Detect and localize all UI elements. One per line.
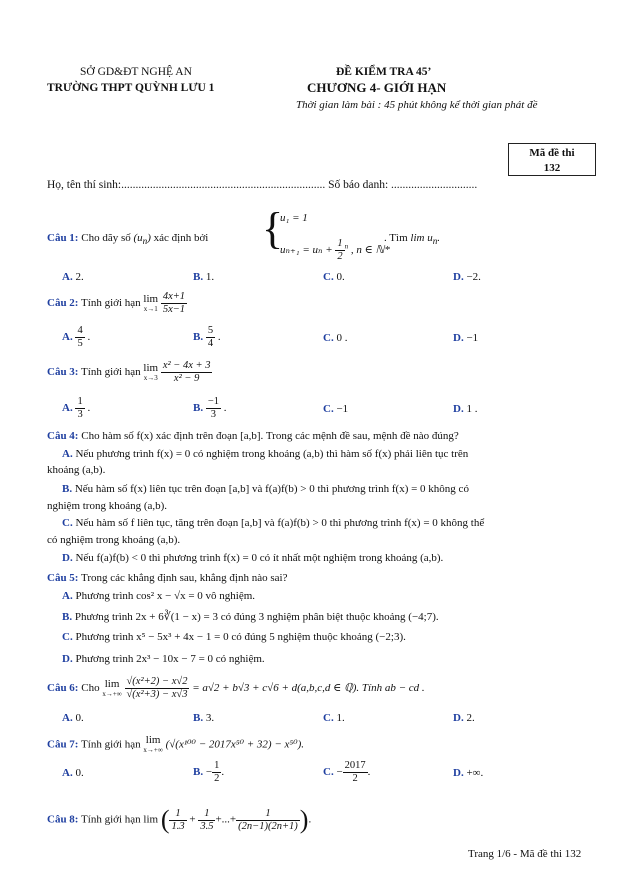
option-letter: B. [62, 483, 73, 495]
question-1-label: Câu 1: [47, 232, 79, 244]
option-letter: D. [453, 271, 464, 283]
q4-option-b-cont: nghiệm trong khoảng (a,b). [47, 500, 168, 512]
question-6-lim [102, 679, 121, 699]
option-text: −2. [466, 271, 481, 283]
page-footer: Trang 1/6 - Mã đề thi 132 [468, 848, 582, 860]
question-1-seq-line-2-tail: , n ∈ ℕ* [350, 244, 390, 257]
lim-sub: x→+∞ [102, 689, 122, 698]
option-letter: C. [323, 403, 334, 415]
question-2-lim [143, 294, 158, 314]
option-text: 0. [75, 712, 84, 724]
option-text: −1 [466, 332, 479, 344]
frac-den: 3 [210, 409, 217, 420]
question-1 [47, 232, 208, 246]
exam-code-label: Mã đề thi [529, 147, 575, 159]
question-7-expression: (√(x¹⁰⁰ − 2017x⁵⁰ + 32) − x⁵⁰). [165, 738, 305, 751]
lim-word: lim [104, 677, 120, 690]
question-6-label: Câu 6: [47, 682, 79, 695]
option-line-1: Nếu phương trình f(x) = 0 có nghiệm trong khoảng (a,b) thì hàm số f(x) phải liên tục trên [75, 448, 469, 460]
q1-option-c[interactable] [323, 271, 345, 283]
question-1-text-before: Cho dãy số [81, 232, 131, 244]
frac-den: 3 [77, 409, 83, 420]
question-1-seq-line-2-head: uₙ₊₁ = uₙ + [280, 244, 333, 257]
lim-word: lim [145, 734, 161, 746]
option-letter: D. [453, 767, 464, 779]
q3-option-b[interactable]: B. $\frac{-1}{3}$ . [193, 396, 227, 420]
question-1-seq-line-2: uₙ₊₁ = uₙ + $\frac{1}{2}$ $^n$ , n ∈ ℕ* [280, 238, 390, 262]
option-text: 3. [205, 712, 215, 724]
question-4-text: Cho hàm số f(x) xác định trên đoạn [a,b]. Trong các mệnh đề sau, mệnh đề nào đúng? [81, 430, 459, 442]
frac-num: 1 [214, 760, 220, 771]
option-text: 0 . [336, 332, 348, 344]
half-den: 2 [337, 251, 343, 262]
exam-code-value: 132 [543, 162, 561, 174]
option-letter: B. [193, 712, 204, 724]
frac-num: 1 [169, 808, 186, 821]
q5-option-a[interactable] [62, 590, 255, 602]
exam-title: ĐỀ KIỂM TRA 45’ [336, 66, 432, 78]
frac-den: 4 [207, 338, 214, 349]
frac-num: x² − 4x + 3 [162, 360, 211, 371]
q1-option-d[interactable] [453, 271, 481, 283]
frac-num: 5 [207, 325, 214, 336]
option-letter: D. [453, 332, 464, 344]
option-letter: D. [453, 403, 464, 415]
frac-den: 2 [352, 773, 358, 784]
question-8: Câu 8: Tính giới hạn lim ( $\frac{1}{1.3}$ + $\frac{1}{3.5}$ +...+ $\frac{1}{(2n-1)(2n+1)}$ ). [47, 805, 312, 834]
student-info-line: Họ, tên thí sinh:....................................................................... Số báo danh: .............................. [47, 179, 478, 191]
option-letter: C. [323, 271, 334, 283]
q8-term-2 [198, 808, 215, 833]
option-letter: D. [62, 552, 73, 564]
option-letter: A. [62, 271, 73, 283]
q4-option-b[interactable] [62, 483, 469, 495]
question-1-text-after: . Tìm [384, 232, 408, 244]
q6-option-c[interactable] [323, 712, 345, 724]
option-letter: A. [62, 331, 73, 344]
question-7-text: Tính giới hạn [81, 738, 141, 751]
q2-option-b[interactable]: B. $\frac{5}{4}$ . [193, 325, 221, 349]
lim-sub: x→3 [143, 373, 158, 382]
q1-option-a[interactable] [62, 271, 84, 283]
option-sign: − [205, 766, 213, 779]
lim-sub: x→+∞ [143, 746, 163, 754]
question-2-text: Tính giới hạn [81, 297, 141, 310]
option-letter: D. [62, 653, 73, 665]
option-text: Phương trình cos² x − √x = 0 vô nghiệm. [75, 590, 256, 602]
q3-option-a[interactable]: A. $\frac{1}{3}$ . [62, 396, 91, 420]
chapter-title: CHƯƠNG 4- GIỚI HẠN [307, 80, 447, 95]
q6-option-b[interactable] [193, 712, 214, 724]
option-letter: B. [193, 271, 204, 283]
school-name: TRƯỜNG THPT QUỲNH LƯU 1 [47, 82, 215, 94]
question-1-text-mid: xác định bởi [153, 232, 209, 244]
question-1-seq-symbol: $(u_n)$ [133, 232, 151, 247]
question-2-fraction [161, 291, 187, 316]
option-text: 0. [336, 271, 345, 283]
option-letter: C. [62, 517, 73, 529]
option-fraction [206, 396, 221, 421]
frac-num: 2017 [344, 760, 366, 771]
option-text: 1. [336, 712, 345, 724]
option-text: Phương trình 2x + 6∛(1 − x) = 3 có đúng 3 nghiệm phân biệt thuộc khoảng (−4;7). [74, 611, 439, 623]
frac-den: 3.5 [200, 820, 214, 832]
option-text: Phương trình 2x³ − 10x − 7 = 0 có nghiệm. [75, 653, 265, 665]
exam-code-box [508, 143, 596, 176]
q4-option-c-cont: có nghiệm trong khoảng (a,b). [47, 534, 181, 546]
option-letter: A. [62, 402, 73, 415]
option-letter: D. [453, 712, 464, 724]
option-letter: B. [193, 766, 204, 779]
frac-num: √(x²+2) − x√2 [126, 676, 188, 687]
option-letter: C. [323, 712, 334, 724]
q8-term-3 [236, 808, 300, 833]
option-post: . [221, 766, 225, 779]
frac-den: 2 [214, 773, 220, 784]
q5-option-b[interactable] [62, 610, 439, 623]
option-line-1: Nếu f(a)f(b) < 0 thì phương trình f(x) = 0 có ít nhất một nghiệm trong khoảng (a,b). [75, 552, 444, 564]
q4-option-d[interactable] [62, 552, 443, 564]
option-line-1: Nếu hàm số f(x) liên tục trên đoạn [a,b] và f(a)f(b) > 0 thì phương trình f(x) = 0 không có [74, 483, 469, 495]
q8-term-1 [169, 808, 186, 833]
option-text: +∞. [466, 767, 484, 779]
question-7 [47, 735, 304, 755]
frac-den: √(x²+3) − x√3 [126, 689, 188, 700]
option-fraction [75, 325, 84, 350]
question-6 [47, 676, 425, 701]
q4-option-a[interactable] [62, 448, 468, 460]
question-8-text: Tính giới hạn lim [81, 813, 159, 826]
option-letter: B. [193, 402, 204, 415]
option-text: −1 [336, 403, 349, 415]
question-1-half-fraction [335, 238, 344, 263]
q7-option-c[interactable] [323, 760, 370, 785]
option-text: 1 . [466, 403, 478, 415]
lim-word: lim [143, 361, 159, 374]
department-name: SỞ GD&ĐT NGHỆ AN [80, 66, 192, 78]
option-post: . [367, 766, 371, 779]
question-5 [47, 572, 287, 584]
question-1-tail [384, 232, 440, 246]
close-paren: ) [299, 805, 309, 834]
q5-option-c[interactable] [62, 631, 406, 643]
option-letter: A. [62, 712, 73, 724]
question-5-text: Trong các khẳng định sau, khẳng định nào sai? [81, 572, 288, 584]
option-text: 1. [205, 271, 215, 283]
question-3-label: Câu 3: [47, 366, 79, 379]
open-paren: ( [160, 805, 170, 834]
frac-den: (2n−1)(2n+1) [238, 820, 298, 832]
question-1-brace: { [262, 204, 284, 253]
question-1-lim-un: $\lim u_n$. [410, 232, 441, 247]
lim-sub: x→1 [143, 304, 158, 313]
frac-num: 4 [77, 325, 83, 336]
frac-num: 1 [77, 396, 83, 407]
question-1-seq-line-1: u₁ = 1 [280, 212, 308, 224]
question-7-label: Câu 7: [47, 738, 79, 751]
frac-num: 1 [198, 808, 215, 821]
frac-num: 1 [236, 808, 300, 821]
time-note: Thời gian làm bài : 45 phút không kể thời gian phát đề [296, 99, 538, 111]
option-letter: A. [62, 767, 73, 779]
q8-dots: +...+ [215, 813, 237, 826]
question-8-label: Câu 8: [47, 813, 79, 826]
question-5-label: Câu 5: [47, 572, 79, 584]
question-2 [47, 291, 187, 316]
option-letter: C. [62, 631, 73, 643]
option-fraction [343, 760, 368, 785]
q7-option-b[interactable] [193, 760, 224, 785]
question-3 [47, 360, 212, 385]
option-text: 0. [75, 767, 84, 779]
q4-option-c[interactable] [62, 517, 484, 529]
q2-option-c[interactable] [323, 332, 347, 344]
option-fraction [206, 325, 215, 350]
option-fraction [75, 396, 84, 421]
option-letter: C. [323, 332, 334, 344]
option-letter: B. [62, 611, 73, 623]
q2-option-d[interactable] [453, 332, 478, 344]
option-text: Phương trình x⁵ − 5x³ + 4x − 1 = 0 có đúng 5 nghiệm thuộc khoảng (−2;3). [75, 631, 406, 643]
option-sign: − [336, 766, 343, 779]
question-6-text-after: = a√2 + b√3 + c√6 + d(a,b,c,d ∈ ℚ). Tính ab − cd . [192, 682, 425, 695]
frac-num: 4x+1 [162, 291, 186, 302]
lim-word: lim [143, 292, 159, 305]
question-2-label: Câu 2: [47, 297, 79, 310]
q3-option-c[interactable] [323, 403, 348, 415]
question-7-lim [143, 735, 162, 755]
q3-option-d[interactable] [453, 403, 477, 415]
option-line-1: Nếu hàm số f liên tục, tăng trên đoạn [a,b] và f(a)f(b) > 0 thì phương trình f(x) = 0 không thể [75, 517, 485, 529]
q7-option-d[interactable] [453, 767, 483, 779]
q2-option-a[interactable]: A. $\frac{4}{5}$ . [62, 325, 91, 349]
question-6-text-before: Cho [81, 682, 100, 695]
question-4 [47, 430, 459, 442]
option-text: 2. [466, 712, 475, 724]
question-4-label: Câu 4: [47, 430, 79, 442]
option-letter: C. [323, 766, 334, 779]
option-text: 2. [75, 271, 84, 283]
option-letter: A. [62, 590, 73, 602]
q7-option-a[interactable] [62, 767, 84, 779]
option-letter: A. [62, 448, 73, 460]
option-letter: B. [193, 331, 204, 344]
question-3-text: Tính giới hạn [81, 366, 141, 379]
half-num: 1 [337, 238, 343, 249]
frac-den: 1.3 [171, 820, 185, 832]
frac-den: 5 [77, 338, 83, 349]
question-3-lim [143, 363, 158, 383]
q6-option-a[interactable] [62, 712, 84, 724]
q1-option-b[interactable] [193, 271, 214, 283]
lim-word: lim [410, 232, 425, 244]
question-6-fraction [125, 676, 190, 701]
frac-den: 5x−1 [162, 304, 186, 315]
frac-den: x² − 9 [173, 373, 200, 384]
q5-option-d[interactable] [62, 653, 265, 665]
option-fraction [212, 760, 221, 785]
question-3-fraction [161, 360, 213, 385]
frac-num: −1 [207, 396, 220, 407]
q6-option-d[interactable] [453, 712, 475, 724]
q4-option-a-cont: khoảng (a,b). [47, 464, 106, 476]
